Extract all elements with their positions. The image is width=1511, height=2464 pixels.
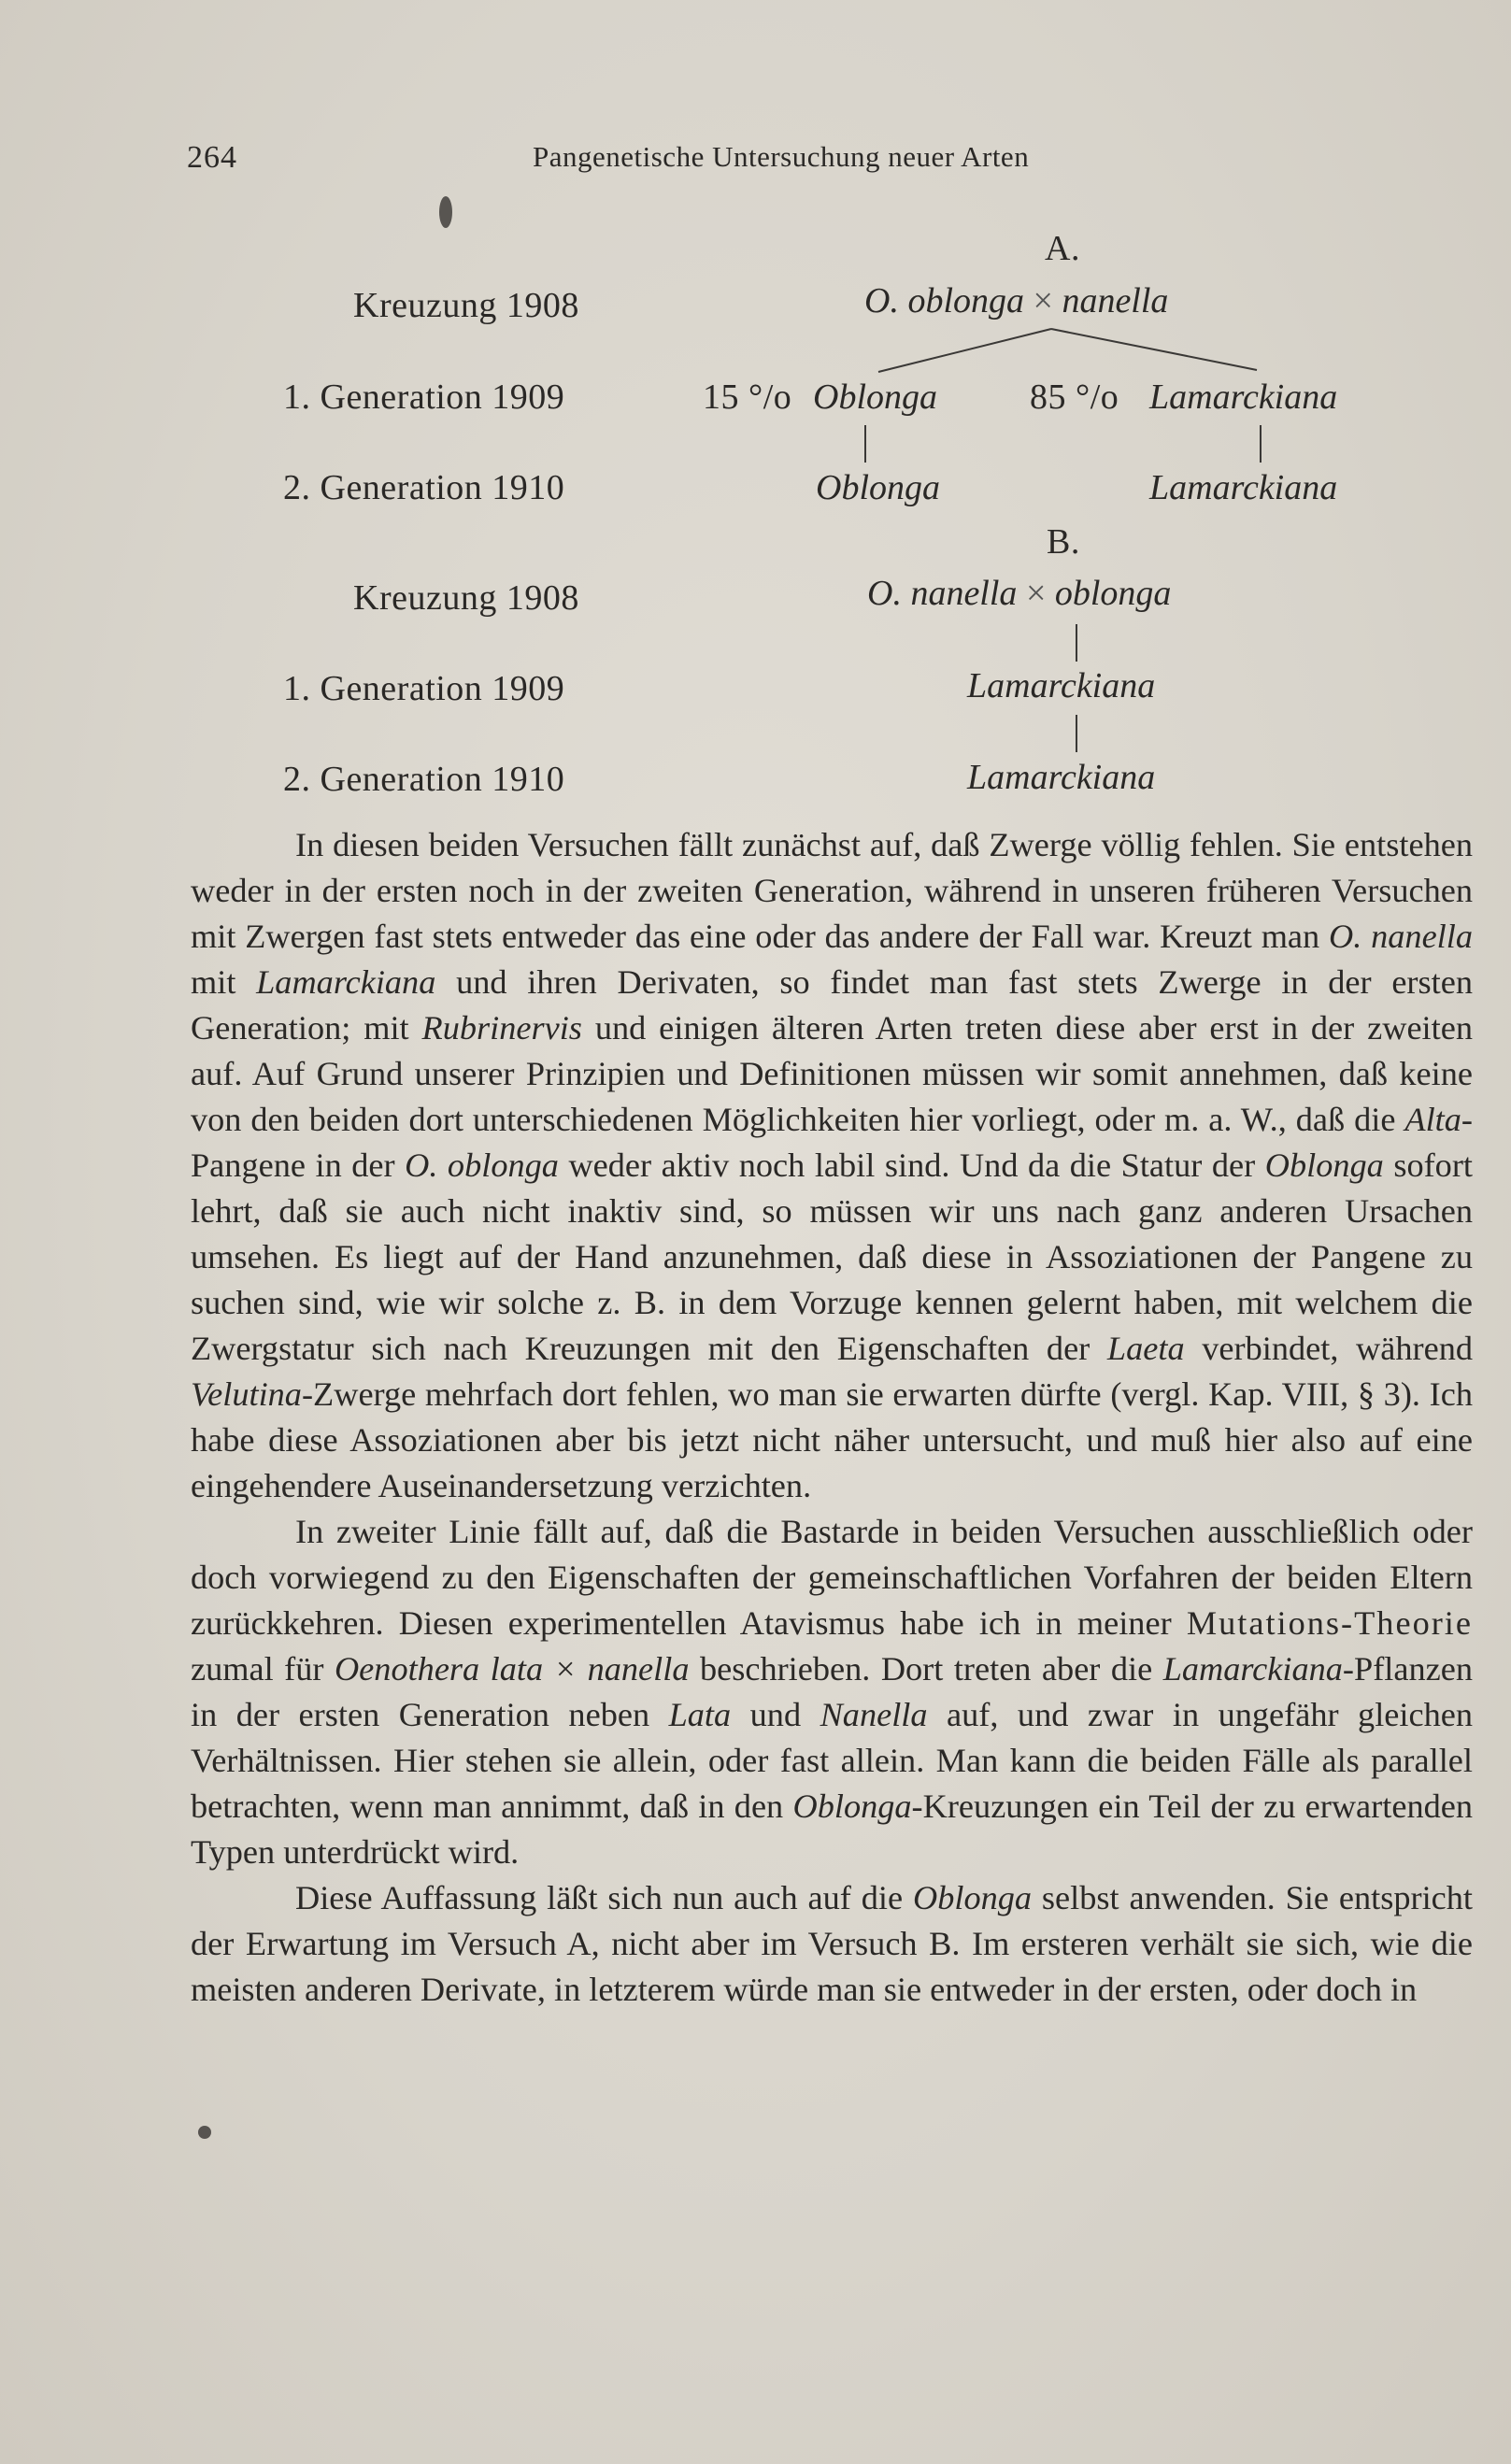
text-run: -Kreuzungen ein Teil der zu erwartenden Typen unterdrückt wird.: [191, 1787, 1473, 1871]
text-run: und einigen älteren Arten treten diese aber erst in der zweiten auf. Auf Grund unserer Prinzipien und Definitionen müssen wir somit annehmen, daß keine von den beiden dort unterschiedenen Möglichkeiten hier vorliegt, oder m. a. W., daß die: [191, 1009, 1473, 1138]
offspring-name: Lamarckiana: [1149, 468, 1338, 507]
scheme-a-row-label: 1. Generation 1909: [283, 377, 565, 417]
text-run: Diese Auffassung läßt sich nun auch auf die: [295, 1879, 913, 1916]
italic-term: Velutina: [191, 1375, 302, 1413]
italic-term: Alta: [1404, 1101, 1461, 1138]
scheme-a-cross: [864, 280, 1168, 321]
italic-term: O. oblonga: [405, 1147, 559, 1184]
italic-term: Nanella: [820, 1696, 928, 1733]
text-run: und ihren Derivaten, so findet man fast stets Zwerge in der ersten Generation; mit: [191, 963, 1473, 1047]
descent-line: [1260, 425, 1262, 463]
italic-term: O. nanella: [1329, 918, 1473, 955]
text-run: auf, und zwar in ungefähr gleichen Verhältnissen. Hier stehen sie allein, oder fast allein. Man kann die beiden Fälle als parallel betrachten, wenn man annimmt, daß in den: [191, 1696, 1474, 1825]
italic-term: Oblonga: [1264, 1147, 1384, 1184]
offspring-name: Oblonga: [816, 468, 940, 507]
cross-symbol: ×: [1025, 574, 1047, 613]
text-run: und: [731, 1696, 820, 1733]
italic-term: Laeta: [1106, 1330, 1185, 1367]
parent-name: oblonga: [1054, 574, 1172, 613]
percent-label: 15 °/o: [703, 377, 792, 417]
text-run: beschrieben. Dort treten aber die: [689, 1650, 1163, 1688]
parent-name: O. nanella: [867, 574, 1018, 613]
text-run: -Zwerge mehrfach dort fehlen, wo man sie erwarten dürfte (vergl. Kap. VIII, § 3). Ich habe diese Assoziationen aber bis jetzt nicht näher untersucht, und muß hier also auf eine eingehendere Auseinandersetzung verzichten.: [191, 1375, 1473, 1504]
scheme-a-row-label: Kreuzung 1908: [353, 286, 579, 325]
scheme-b-row-label: Kreuzung 1908: [353, 578, 579, 618]
text-run: -Pflanzen in der ersten Generation neben: [191, 1650, 1473, 1733]
parent-name: O. oblonga: [864, 281, 1024, 320]
percent-label: 85 °/o: [1030, 377, 1119, 417]
text-run: selbst anwenden. Sie entspricht der Erwartung im Versuch A, nicht aber im Versuch B. Im ersteren verhält sie sich, wie die meisten anderen Derivate, in letzterem würde man sie entweder in der ersten, oder doch in: [191, 1879, 1474, 2008]
page-number: 264: [187, 140, 237, 175]
parent-name: nanella: [1062, 281, 1169, 320]
running-title: Pangenetische Untersuchung neuer Arten: [533, 140, 1030, 173]
text-run: zumal für: [191, 1650, 335, 1688]
italic-term: Oblonga: [913, 1879, 1033, 1916]
descent-line: [1076, 624, 1077, 662]
scheme-b-letter: B.: [1047, 522, 1080, 562]
italic-term: Oblonga: [792, 1787, 912, 1825]
ink-smudge: [439, 196, 452, 228]
paragraph: [191, 1875, 1473, 2013]
italic-term: Lamarckiana: [1162, 1650, 1343, 1688]
descent-line: [1076, 715, 1077, 752]
body-text: [191, 822, 1473, 2013]
scheme-b-row-label: 1. Generation 1909: [283, 669, 565, 708]
text-run: In zweiter Linie fällt auf, daß die Bastarde in beiden Versuchen ausschließlich oder doch vorwiegend zu den Eigenschaften der gemeinschaftlichen Vorfahren der beiden Eltern zurückkehren. Diesen experimentellen Atavismus habe ich in meiner: [191, 1513, 1473, 1642]
offspring-name: Oblonga: [813, 377, 937, 417]
text-run: In diesen beiden Versuchen fällt zunächst auf, daß Zwerge völlig fehlen. Sie entstehen weder in der ersten noch in der zweiten Generation, während in unseren früheren Versuchen mit Zwergen fast stets entweder das eine oder das andere der Fall war. Kreuzt man: [191, 826, 1473, 955]
ink-smudge: [198, 2126, 211, 2139]
text-run: mit: [191, 963, 257, 1001]
scheme-b-row-label: 2. Generation 1910: [283, 760, 565, 799]
italic-term: Lata: [668, 1696, 732, 1733]
scheme-a-letter: A.: [1045, 229, 1080, 268]
text-run: weder aktiv noch labil sind. Und da die Statur der: [558, 1147, 1265, 1184]
italic-term: Lamarckiana: [256, 963, 436, 1001]
text-run: sofort lehrt, daß sie auch nicht inaktiv sind, so müssen wir uns nach ganz anderen Ursachen umsehen. Es liegt auf der Hand anzunehmen, daß diese in Assoziationen der Pangene zu suchen sind, wie wir solche z. B. in dem Vorzuge kennen gelernt haben, mit welchem die Zwergstatur sich nach Kreuzungen mit den Eigenschaften der: [191, 1147, 1474, 1367]
paragraph: [191, 822, 1473, 1509]
italic-term: Oenothera lata × nanella: [334, 1650, 690, 1688]
scheme-a-split-lines: [841, 318, 1271, 374]
text-run: -Pangene in der: [191, 1101, 1473, 1184]
descent-line: [864, 425, 866, 463]
offspring-name: Lamarckiana: [967, 758, 1156, 797]
offspring-name: Lamarckiana: [1149, 377, 1338, 417]
spaced-title: Mutations-Theorie: [1186, 1604, 1473, 1642]
scheme-b-cross: [867, 573, 1171, 614]
offspring-name: Lamarckiana: [967, 666, 1156, 705]
cross-symbol: ×: [1033, 281, 1053, 320]
paragraph: [191, 1509, 1473, 1875]
italic-term: Rubrinervis: [421, 1009, 582, 1047]
text-run: verbindet, während: [1184, 1330, 1473, 1367]
scheme-a-row-label: 2. Generation 1910: [283, 468, 565, 507]
